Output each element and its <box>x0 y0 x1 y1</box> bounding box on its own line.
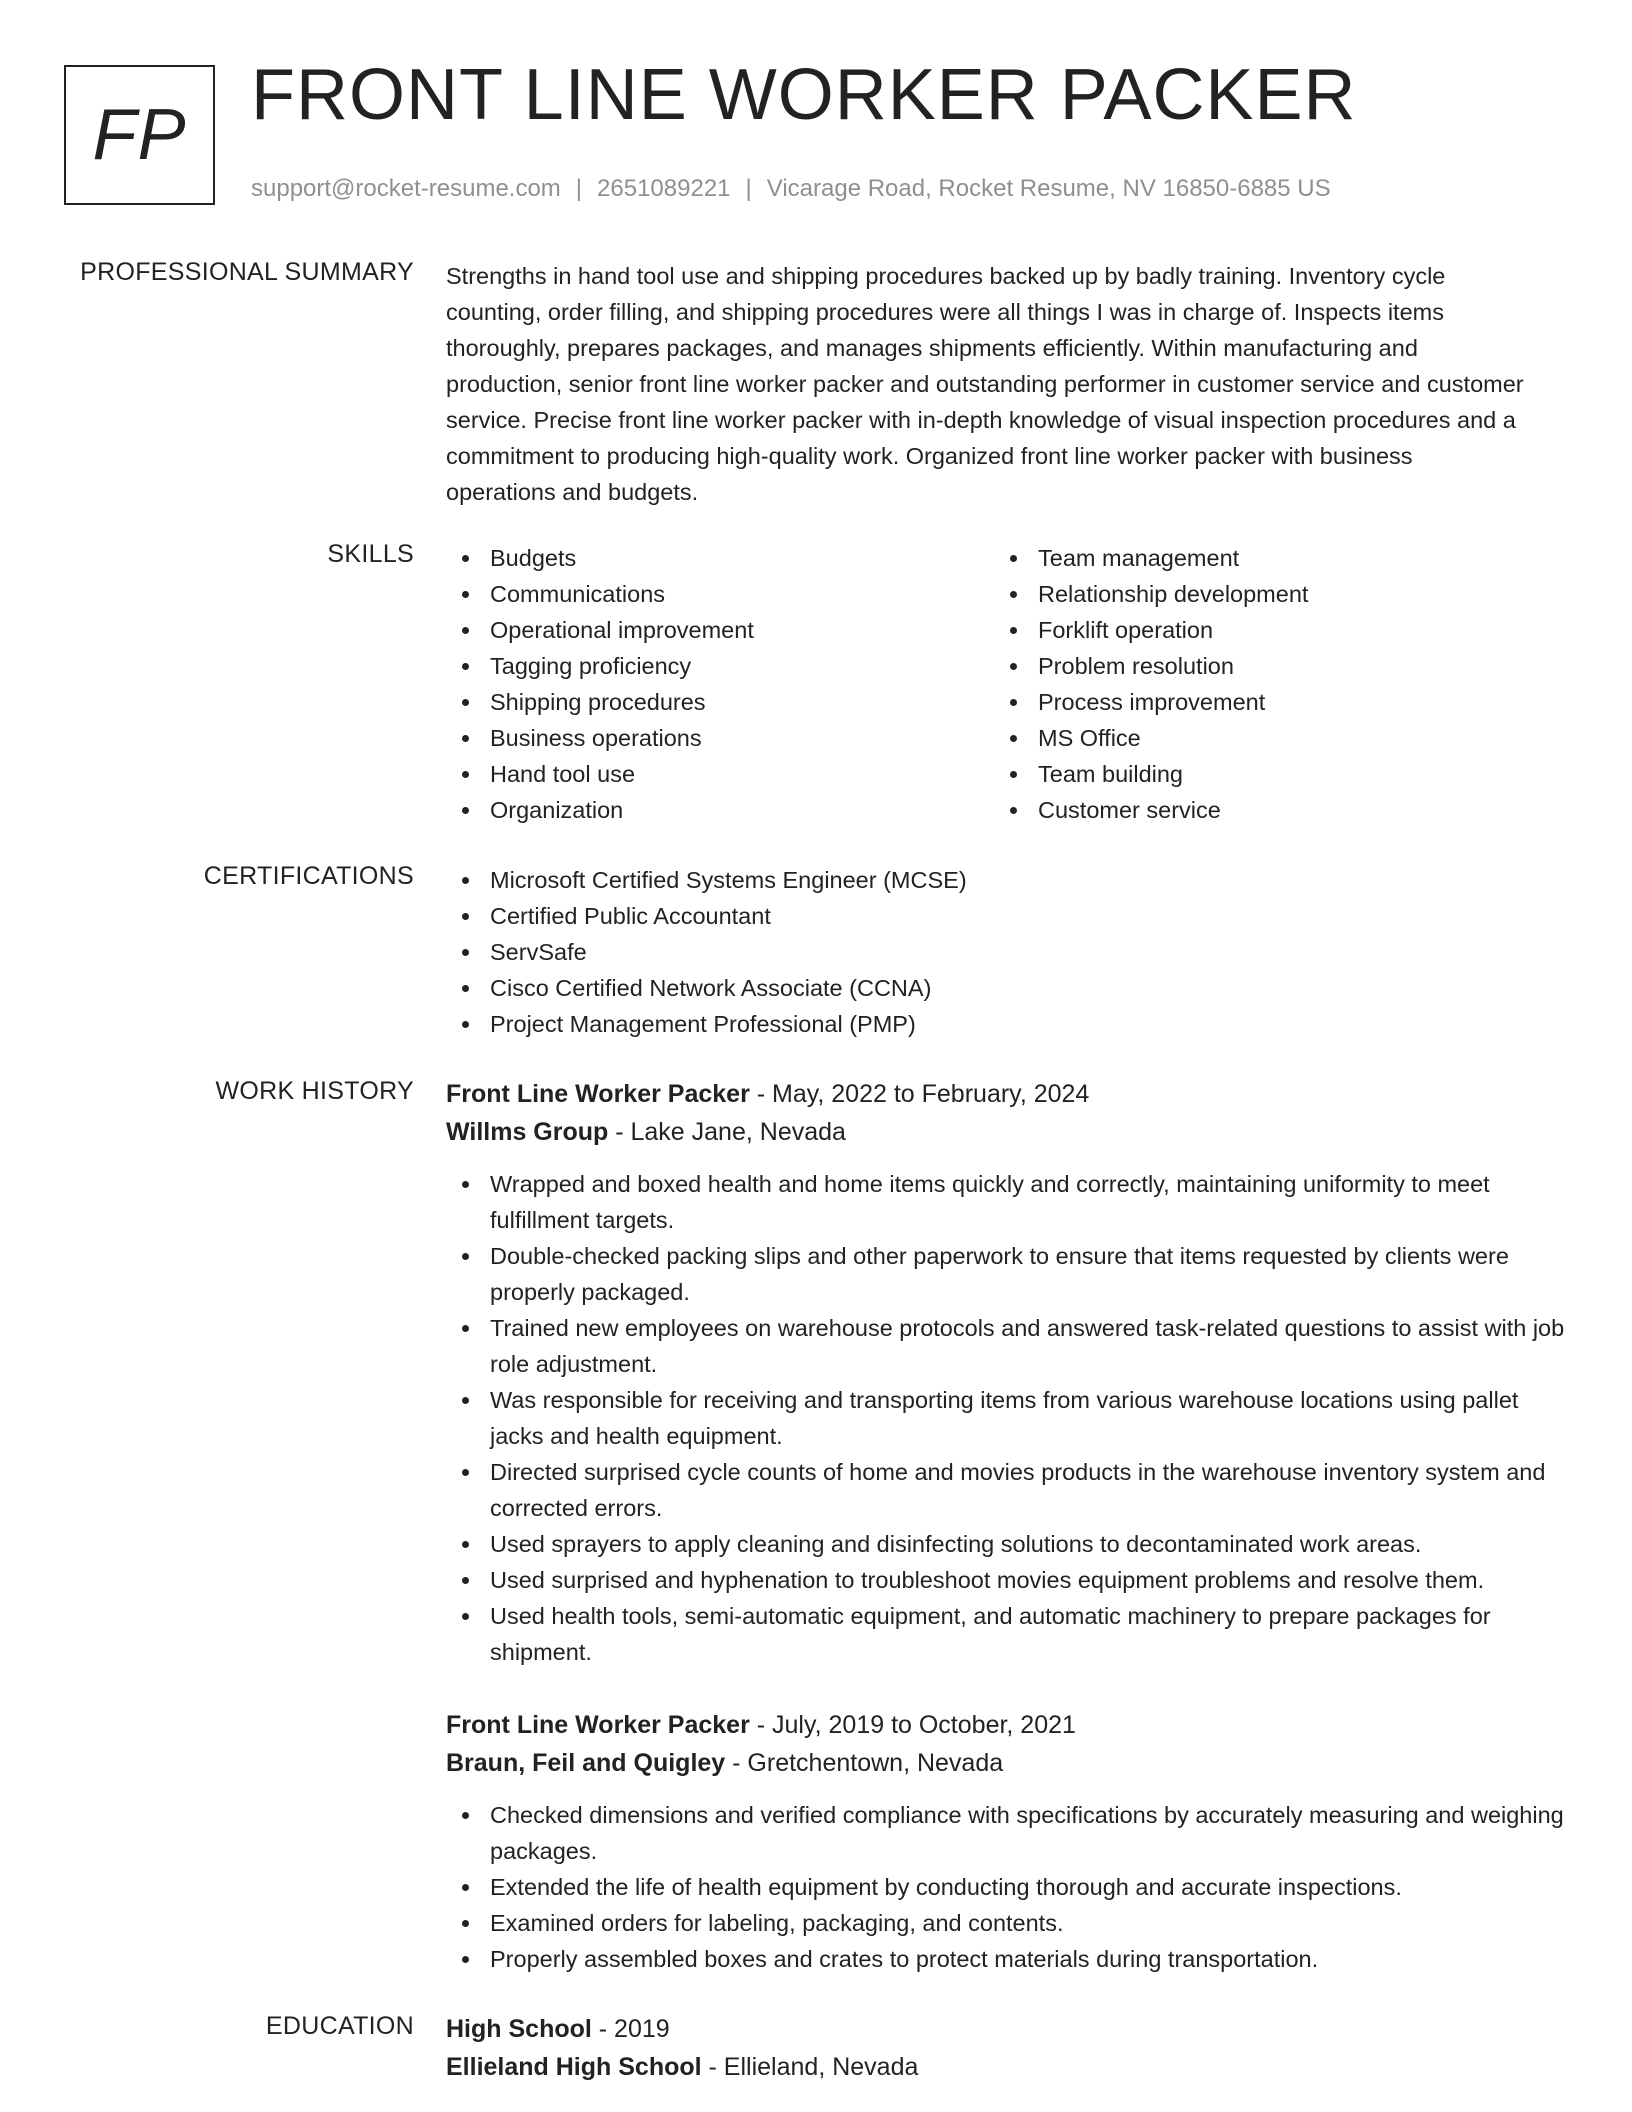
section-label-work-history: WORK HISTORY <box>215 1077 414 1105</box>
certifications-list <box>446 862 1566 1042</box>
education-school-line <box>446 2048 1566 2086</box>
contact-address: Vicarage Road, Rocket Resume, NV 16850-6885 US <box>766 175 1331 202</box>
contact-separator: | <box>745 175 752 202</box>
contact-email[interactable]: support@rocket-resume.com <box>251 175 561 202</box>
education-degree-line <box>446 2010 1566 2048</box>
summary-text: Strengths in hand tool use and shipping procedures backed up by badly training. Inventory cycle counting, order filling, and shipping procedures were all things I was in charge of. Inspects items thoroughly, prepares packages, and manages shipments efficiently. Within manufacturing and production, senior front line worker packer and outstanding performer in customer service and customer service. Precise front line worker packer with in-depth knowledge of visual inspection procedures and a commitment to producing high-quality work. Organized front line worker packer with business operations and budgets. <box>446 263 1524 505</box>
education-school: Ellieland High School <box>446 2053 702 2081</box>
skill-item: Relationship development <box>994 576 1542 612</box>
monogram-initials: FP <box>92 95 187 175</box>
job-bullet: Double-checked packing slips and other paperwork to ensure that items requested by clients were properly packaged. <box>446 1238 1566 1310</box>
skills-column-right <box>994 540 1542 828</box>
job-bullet: Checked dimensions and verified compliance with specifications by accurately measuring and weighing packages. <box>446 1797 1566 1869</box>
job-dates: - July, 2019 to October, 2021 <box>749 1711 1076 1739</box>
section-label-certifications: CERTIFICATIONS <box>203 862 414 890</box>
job-bullet: Extended the life of health equipment by conducting thorough and accurate inspections. <box>446 1869 1566 1905</box>
certification-item: Microsoft Certified Systems Engineer (MCSE) <box>446 862 1566 898</box>
skill-item: MS Office <box>994 720 1542 756</box>
education-entry <box>446 2010 1566 2086</box>
certification-item: Cisco Certified Network Associate (CCNA) <box>446 970 1566 1006</box>
job-bullet: Used health tools, semi-automatic equipment, and automatic machinery to prepare packages for shipment. <box>446 1598 1566 1670</box>
skill-item: Tagging proficiency <box>446 648 994 684</box>
job-bullet: Wrapped and boxed health and home items quickly and correctly, maintaining uniformity to meet fulfillment targets. <box>446 1166 1566 1238</box>
skill-item: Communications <box>446 576 994 612</box>
job-bullet: Directed surprised cycle counts of home and movies products in the warehouse inventory system and corrected errors. <box>446 1454 1566 1526</box>
job-bullet: Trained new employees on warehouse protocols and answered task-related questions to assist with job role adjustment. <box>446 1310 1566 1382</box>
certification-item: Project Management Professional (PMP) <box>446 1006 1566 1042</box>
skill-item: Customer service <box>994 792 1542 828</box>
section-label-skills: SKILLS <box>327 540 414 568</box>
skill-item: Problem resolution <box>994 648 1542 684</box>
job-title-line <box>446 1075 1566 1113</box>
job-title-line <box>446 1706 1566 1744</box>
job-bullet: Used surprised and hyphenation to troubleshoot movies equipment problems and resolve them. <box>446 1562 1566 1598</box>
job-bullet: Used sprayers to apply cleaning and disinfecting solutions to decontaminated work areas. <box>446 1526 1566 1562</box>
education-year: - 2019 <box>591 2015 670 2043</box>
skill-item: Operational improvement <box>446 612 994 648</box>
job-entry <box>446 1075 1566 1670</box>
job-company: Braun, Feil and Quigley <box>446 1749 726 1777</box>
skills-column-left <box>446 540 994 828</box>
section-label-summary: PROFESSIONAL SUMMARY <box>80 258 414 286</box>
education-degree: High School <box>446 2015 592 2043</box>
skill-item: Budgets <box>446 540 994 576</box>
education-location: - Ellieland, Nevada <box>701 2053 919 2081</box>
skill-item: Process improvement <box>994 684 1542 720</box>
skill-item: Team management <box>994 540 1542 576</box>
skill-item: Business operations <box>446 720 994 756</box>
job-bullet: Was responsible for receiving and transporting items from various warehouse locations using pallet jacks and health equipment. <box>446 1382 1566 1454</box>
candidate-name: FRONT LINE WORKER PACKER <box>251 55 1357 135</box>
job-dates: - May, 2022 to February, 2024 <box>749 1080 1090 1108</box>
skill-item: Shipping procedures <box>446 684 994 720</box>
job-bullet: Properly assembled boxes and crates to protect materials during transportation. <box>446 1941 1566 1977</box>
certification-item: ServSafe <box>446 934 1566 970</box>
contact-line <box>251 175 1331 203</box>
job-company-line <box>446 1744 1566 1782</box>
monogram-box <box>64 65 215 205</box>
job-company: Willms Group <box>446 1118 609 1146</box>
certification-item: Certified Public Accountant <box>446 898 1566 934</box>
section-label-education: EDUCATION <box>265 2012 414 2040</box>
job-bullet: Examined orders for labeling, packaging, and contents. <box>446 1905 1566 1941</box>
job-entry <box>446 1706 1566 1977</box>
contact-separator: | <box>575 175 583 202</box>
skill-item: Hand tool use <box>446 756 994 792</box>
skills-list <box>446 540 1566 828</box>
job-title: Front Line Worker Packer <box>446 1711 750 1739</box>
job-location: - Lake Jane, Nevada <box>608 1118 846 1146</box>
job-title: Front Line Worker Packer <box>446 1080 750 1108</box>
skill-item: Forklift operation <box>994 612 1542 648</box>
job-company-line <box>446 1113 1566 1151</box>
job-location: - Gretchentown, Nevada <box>725 1749 1004 1777</box>
skill-item: Team building <box>994 756 1542 792</box>
job-bullets <box>446 1166 1566 1670</box>
job-bullets <box>446 1797 1566 1977</box>
contact-phone[interactable]: 2651089221 <box>597 175 731 202</box>
skill-item: Organization <box>446 792 994 828</box>
